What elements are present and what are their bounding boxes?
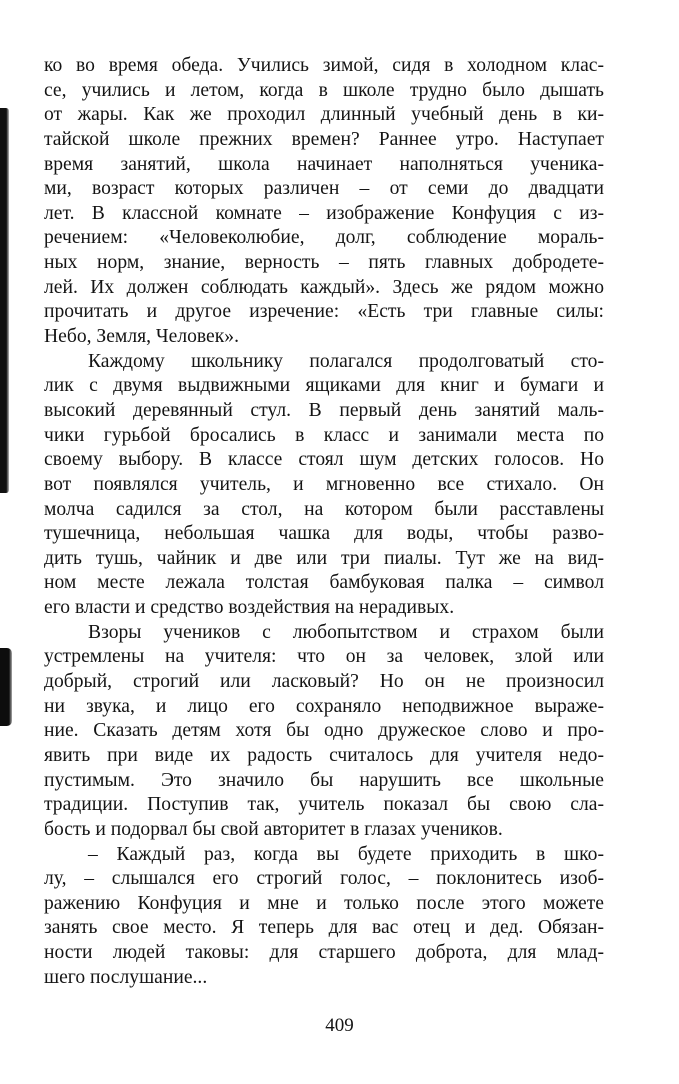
text-line: ных норм, знание, верность – пять главных добродете- bbox=[44, 252, 604, 274]
text-line: лик с двумя выдвижными ящиками для книг и бумаги и bbox=[44, 375, 604, 397]
text-line: лет. В классной комнате – изображение Конфуция с из- bbox=[44, 202, 604, 224]
text-line: традиции. Поступив так, учитель показал бы свою сла- bbox=[44, 794, 604, 816]
text-line: Небо, Земля, Человек». bbox=[44, 326, 239, 348]
text-line: се, учились и летом, когда в школе трудно было дышать bbox=[44, 79, 604, 101]
text-line: ние. Сказать детям хотя бы одно дружеское слово и про- bbox=[44, 720, 604, 742]
text-line: время занятий, школа начинает наполняться ученика- bbox=[44, 153, 604, 175]
text-line: его власти и средство воздействия на нерадивых. bbox=[44, 597, 455, 619]
text-line: лей. Их должен соблюдать каждый». Здесь же рядом можно bbox=[44, 276, 604, 298]
text-line: тушечница, небольшая чашка для воды, чтобы разво- bbox=[44, 523, 604, 545]
binding-shadow-top bbox=[0, 108, 9, 493]
text-line: ни звука, и лицо его сохраняло неподвижное выраже- bbox=[44, 695, 604, 717]
text-line: ном месте лежала толстая бамбуковая палка – символ bbox=[44, 572, 604, 594]
text-line: ности людей таковы: для старшего доброта, для млад- bbox=[44, 942, 604, 964]
text-line: молча садился за стол, на котором были расставлены bbox=[44, 498, 604, 520]
text-line: шего послушание... bbox=[44, 966, 208, 988]
text-line: высокий деревянный стул. В первый день занятий маль- bbox=[44, 399, 604, 421]
text-line: прочитать и другое изречение: «Есть три главные силы: bbox=[44, 301, 604, 323]
text-line: Каждому школьнику полагался продолговатый сто- bbox=[88, 350, 604, 372]
text-line: бость и подорвал бы свой авторитет в глазах учеников. bbox=[44, 818, 503, 840]
text-line: – Каждый раз, когда вы будете приходить в шко- bbox=[88, 843, 604, 865]
binding-shadow-bottom bbox=[0, 648, 12, 726]
text-line: от жары. Как же проходил длинный учебный день в ки- bbox=[44, 104, 604, 126]
text-line: вот появлялся учитель, и мгновенно все стихало. Он bbox=[44, 473, 604, 495]
page-number: 409 bbox=[325, 1015, 354, 1036]
text-line: ми, возраст которых различен – от семи до двадцати bbox=[44, 178, 604, 200]
text-line: чики гурьбой бросались в класс и занимали места по bbox=[44, 424, 604, 446]
text-line: ко во время обеда. Учились зимой, сидя в холодном клас- bbox=[44, 55, 604, 76]
text-line: пустимым. Это значило бы нарушить все школьные bbox=[44, 769, 604, 791]
text-line: Взоры учеников с любопытством и страхом были bbox=[88, 621, 604, 643]
text-line: речением: «Человеколюбие, долг, соблюдение мораль- bbox=[44, 227, 604, 249]
text-line: занять свое место. Я теперь для вас отец и дед. Обязан- bbox=[44, 917, 604, 939]
body-text bbox=[44, 54, 604, 990]
text-line: тайской школе прежних времен? Раннее утро. Наступает bbox=[44, 128, 604, 150]
text-line: ражению Конфуция и мне и только после этого можете bbox=[44, 892, 604, 914]
text-line: своему выбору. В классе стоял шум детских голосов. Но bbox=[44, 449, 604, 471]
text-line: явить при виде их радость считалось для учителя недо- bbox=[44, 744, 604, 766]
text-line: дить тушь, чайник и две или три пиалы. Тут же на вид- bbox=[44, 547, 604, 569]
text-line: добрый, строгий или ласковый? Но он не произносил bbox=[44, 671, 604, 693]
text-line: устремлены на учителя: что он за человек, злой или bbox=[44, 646, 604, 668]
text-line: лу, – слышался его строгий голос, – поклонитесь изоб- bbox=[44, 868, 604, 890]
